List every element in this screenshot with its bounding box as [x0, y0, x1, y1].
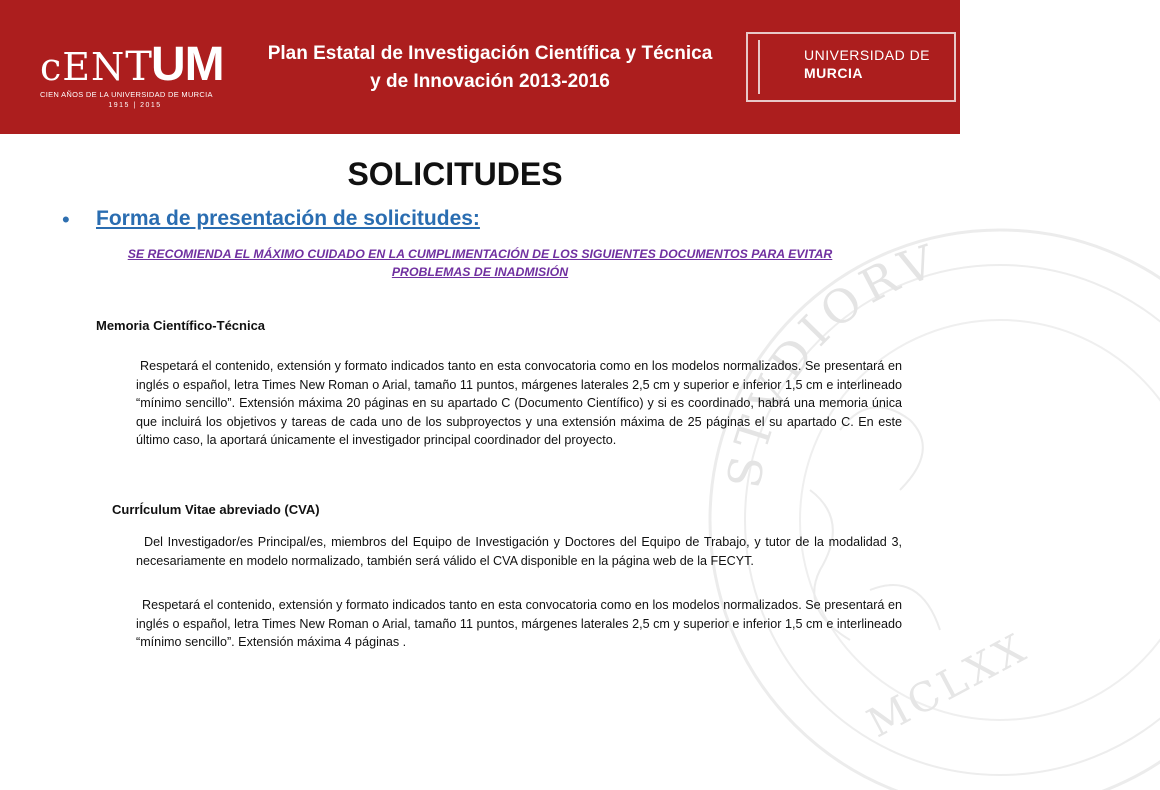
section-heading-memoria: Memoria Científico-Técnica: [96, 318, 266, 333]
university-logo: [746, 32, 956, 102]
section-paragraph-cva-2: Respetará el contenido, extensión y formato indicados tanto en esta convocatoria como en los modelos normalizados. Se presentará en inglés o español, letra Times New Roman o Arial, tamaño 11 puntos, márgenes laterales 2,5 cm y superior e inferior 1,5 cm e interlineado “mínimo sencillo”. Extensión máxima 4 páginas .: [136, 598, 902, 650]
centum-years: 1915 | 2015: [108, 102, 162, 109]
header-title-line1: Plan Estatal de Investigación Científica y Técnica: [267, 43, 713, 64]
header-title: [240, 40, 740, 96]
header-title-line2: y de Innovación 2013-2016: [370, 71, 610, 92]
university-name-line2: MURCIA: [804, 65, 863, 81]
page-title: SOLICITUDES: [347, 156, 563, 192]
bullet-heading: Forma de presentación de solicitudes:: [96, 207, 480, 230]
notice-text: [40, 245, 920, 281]
notice-line2: PROBLEMAS DE INADMISIÓN: [391, 265, 569, 279]
university-name-line1: UNIVERSIDAD DE: [804, 47, 931, 63]
section-heading-cva: CurrÍculum Vitae abreviado (CVA): [112, 502, 320, 517]
notice-line1: SE RECOMIENDA EL MÁXIMO CUIDADO EN LA CUMPLIMENTACIÓN DE LOS SIGUIENTES DOCUMENTOS PARA EVITAR: [127, 247, 833, 261]
centum-logo: [40, 40, 230, 116]
centum-wordmark: cENTUM: [40, 38, 224, 91]
header-bar: [0, 0, 960, 134]
section-paragraph-cva-1: Del Investigador/es Principal/es, miembros del Equipo de Investigación y Doctores del Equipo de Trabajo, y tutor de la modalidad 3, necesariamente en modelo normalizado, también será válido el CVA disponible en la página web de la FECYT.: [136, 535, 902, 568]
seal-roman-numerals: MCLXX: [860, 624, 1037, 747]
bullet-dot: •: [62, 207, 70, 232]
section-paragraph-memoria: Respetará el contenido, extensión y formato indicados tanto en esta convocatoria como en los modelos normalizados. Se presentará en inglés o español, letra Times New Roman o Arial, tamaño 11 puntos, márgenes laterales 2,5 cm y superior e inferior 1,5 cm e interlineado “mínimo sencillo”. Extensión máxima 20 páginas en su apartado C (Documento Científico) y si es coordinado, habrá una memoria única que incluirá los objetivos y tareas de cada uno de los subproyectos y una extensión máxima de 25 páginas el su apartado C. En este último caso, la aportará únicamente el investigador principal coordinador del proyecto.: [136, 359, 902, 448]
seal-text: STVDIORV: [716, 232, 947, 492]
university-logo-divider: [758, 40, 760, 94]
centum-subtitle: CIEN AÑOS DE LA UNIVERSIDAD DE MURCIA: [40, 90, 213, 99]
